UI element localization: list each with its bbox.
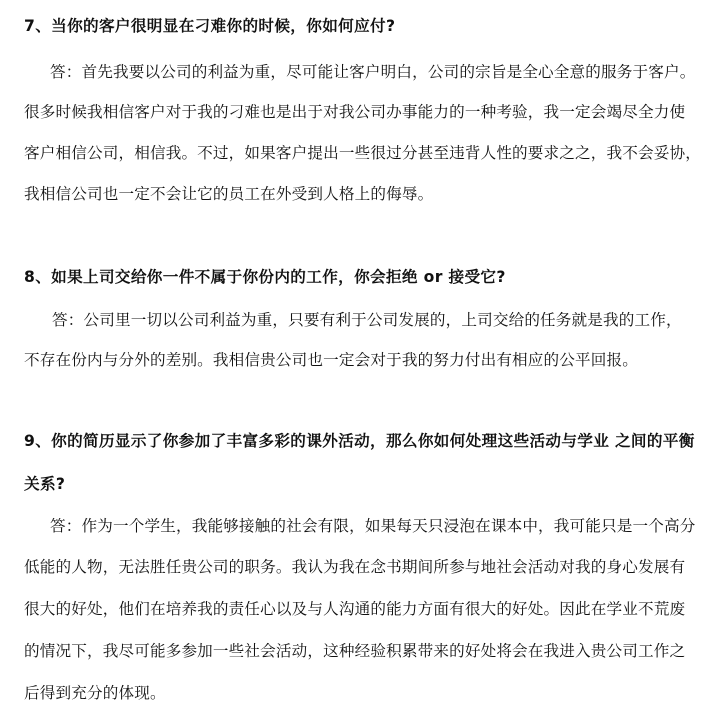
question-9-answer-line: 很大的好处，他们在培养我的责任心以及与人沟通的能力方面有很大的好处。因此在学业不荒废 — [24, 600, 686, 618]
question-7-answer-line: 客户相信公司，相信我。不过，如果客户提出一些很过分甚至违背人性的要求之之，我不会妥协， — [24, 144, 701, 162]
question-7-answer-line: 我相信公司也一定不会让它的员工在外受到人格上的侮辱。 — [24, 185, 434, 203]
question-8-answer-line: 答：公司里一切以公司利益为重，只要有利于公司发展的，上司交给的任务就是我的工作， — [52, 311, 682, 329]
question-7-answer-line: 很多时候我相信客户对于我的刁难也是出于对我公司办事能力的一种考验，我一定会竭尽全力使 — [24, 103, 686, 121]
question-9-heading-line: 关系? — [24, 475, 66, 493]
question-7-answer-line: 答：首先我要以公司的利益为重，尽可能让客户明白，公司的宗旨是全心全意的服务于客户。 — [50, 63, 696, 81]
question-9-heading-line: 9、你的简历显示了你参加了丰富多彩的课外活动，那么你如何处理这些活动与学业 之间的平衡 — [24, 432, 695, 450]
question-8-heading: 8、如果上司交给你一件不属于你份内的工作，你会拒绝 or 接受它? — [24, 268, 506, 286]
question-9-answer-line: 低能的人物，无法胜任贵公司的职务。我认为我在念书期间所参与地社会活动对我的身心发展有 — [24, 558, 686, 576]
question-9-answer-line: 的情况下，我尽可能多参加一些社会活动，这种经验积累带来的好处将会在我进入贵公司工作之 — [24, 642, 686, 660]
question-9-answer-line: 答：作为一个学生，我能够接触的社会有限，如果每天只浸泡在课本中，我可能只是一个高分 — [50, 517, 696, 535]
question-9-answer-line: 后得到充分的体现。 — [24, 684, 166, 702]
question-8-answer-line: 不存在份内与分外的差别。我相信贵公司也一定会对于我的努力付出有相应的公平回报。 — [24, 351, 639, 369]
question-7-heading: 7、当你的客户很明显在刁难你的时候，你如何应付? — [24, 17, 396, 35]
